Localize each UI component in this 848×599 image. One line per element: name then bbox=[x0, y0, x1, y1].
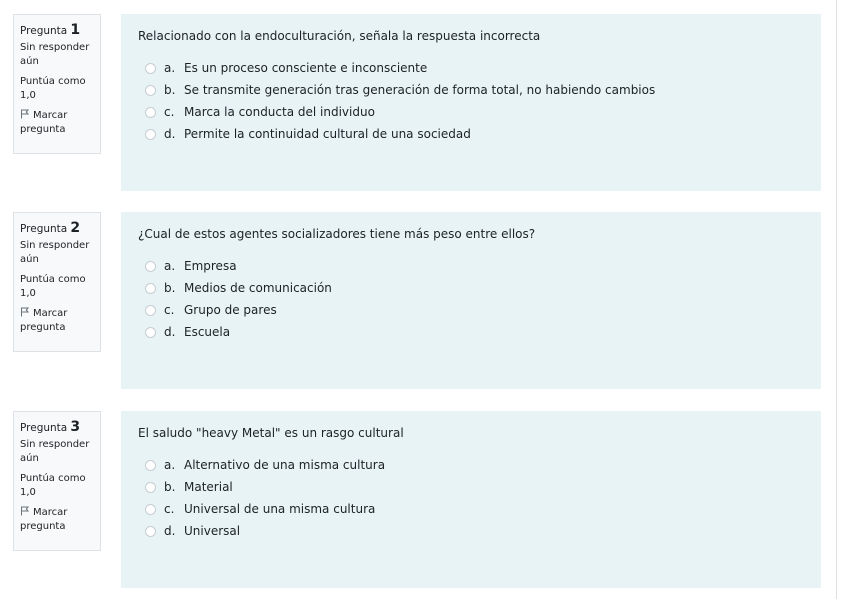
answer-text: Universal bbox=[184, 524, 241, 538]
flag-question-link[interactable] bbox=[20, 506, 94, 534]
question-state: Sin responder aún bbox=[20, 240, 90, 265]
flag-icon bbox=[20, 307, 30, 317]
answer-option-d[interactable] bbox=[138, 123, 804, 145]
radio-button[interactable] bbox=[145, 283, 156, 294]
answer-text: Alternativo de una misma cultura bbox=[184, 458, 386, 472]
question-text: ¿Cual de estos agentes socializadores tiene más peso entre ellos? bbox=[138, 227, 536, 241]
question-state: Sin responder aún bbox=[20, 42, 90, 67]
answer-option-d[interactable] bbox=[138, 321, 804, 343]
flag-question-label: Marcar pregunta bbox=[20, 110, 68, 135]
answer-letter: c. bbox=[164, 105, 175, 119]
answer-option-c[interactable] bbox=[138, 101, 804, 123]
answer-text: Grupo de pares bbox=[184, 303, 277, 317]
flag-question-link[interactable] bbox=[20, 307, 94, 335]
question-number: Pregunta 1 bbox=[20, 22, 81, 38]
answer-text: Medios de comunicación bbox=[184, 281, 332, 295]
flag-icon bbox=[20, 109, 30, 119]
answer-letter: a. bbox=[164, 259, 176, 273]
radio-button[interactable] bbox=[145, 482, 156, 493]
question-content bbox=[121, 411, 821, 588]
question-state: Sin responder aún bbox=[20, 439, 90, 464]
answer-option-c[interactable] bbox=[138, 299, 804, 321]
answer-text: Marca la conducta del individuo bbox=[184, 105, 375, 119]
question-text: El saludo "heavy Metal" es un rasgo cultural bbox=[138, 426, 404, 440]
question-info bbox=[13, 411, 101, 551]
question-content bbox=[121, 212, 821, 389]
answer-letter: a. bbox=[164, 458, 176, 472]
question-text: Relacionado con la endoculturación, señala la respuesta incorrecta bbox=[138, 29, 541, 43]
answer-text: Permite la continuidad cultural de una sociedad bbox=[184, 127, 471, 141]
radio-button[interactable] bbox=[145, 504, 156, 515]
answer-option-a[interactable] bbox=[138, 57, 804, 79]
answer-text: Es un proceso consciente e inconsciente bbox=[184, 61, 428, 75]
question-grade: Puntúa como 1,0 bbox=[20, 76, 86, 101]
answer-letter: c. bbox=[164, 502, 175, 516]
question-number: Pregunta 3 bbox=[20, 419, 81, 435]
radio-button[interactable] bbox=[145, 526, 156, 537]
flag-question-label: Marcar pregunta bbox=[20, 308, 68, 333]
flag-question-link[interactable] bbox=[20, 109, 94, 137]
flag-question-label: Marcar pregunta bbox=[20, 507, 68, 532]
radio-button[interactable] bbox=[145, 261, 156, 272]
radio-button[interactable] bbox=[145, 460, 156, 471]
answer-option-b[interactable] bbox=[138, 79, 804, 101]
question-grade: Puntúa como 1,0 bbox=[20, 274, 86, 299]
radio-button[interactable] bbox=[145, 129, 156, 140]
answer-text: Universal de una misma cultura bbox=[184, 502, 376, 516]
answer-option-c[interactable] bbox=[138, 498, 804, 520]
radio-button[interactable] bbox=[145, 63, 156, 74]
answer-option-b[interactable] bbox=[138, 277, 804, 299]
answer-text: Empresa bbox=[184, 259, 237, 273]
flag-icon bbox=[20, 506, 30, 516]
question-content bbox=[121, 14, 821, 191]
radio-button[interactable] bbox=[145, 107, 156, 118]
question-info bbox=[13, 212, 101, 352]
answer-option-a[interactable] bbox=[138, 454, 804, 476]
answer-text: Escuela bbox=[184, 325, 231, 339]
radio-button[interactable] bbox=[145, 85, 156, 96]
radio-button[interactable] bbox=[145, 305, 156, 316]
answer-letter: d. bbox=[164, 524, 176, 538]
answer-text: Material bbox=[184, 480, 233, 494]
answer-letter: c. bbox=[164, 303, 175, 317]
question-number: Pregunta 2 bbox=[20, 220, 81, 236]
answer-option-d[interactable] bbox=[138, 520, 804, 542]
answer-letter: b. bbox=[164, 83, 176, 97]
answer-letter: b. bbox=[164, 281, 176, 295]
answer-text: Se transmite generación tras generación de forma total, no habiendo cambios bbox=[184, 83, 656, 97]
radio-button[interactable] bbox=[145, 327, 156, 338]
answer-option-a[interactable] bbox=[138, 255, 804, 277]
question-grade: Puntúa como 1,0 bbox=[20, 473, 86, 498]
answer-option-b[interactable] bbox=[138, 476, 804, 498]
page-scroll-divider bbox=[836, 0, 837, 599]
question-info bbox=[13, 14, 101, 154]
answer-letter: d. bbox=[164, 127, 176, 141]
answer-letter: a. bbox=[164, 61, 176, 75]
answer-letter: d. bbox=[164, 325, 176, 339]
answer-letter: b. bbox=[164, 480, 176, 494]
